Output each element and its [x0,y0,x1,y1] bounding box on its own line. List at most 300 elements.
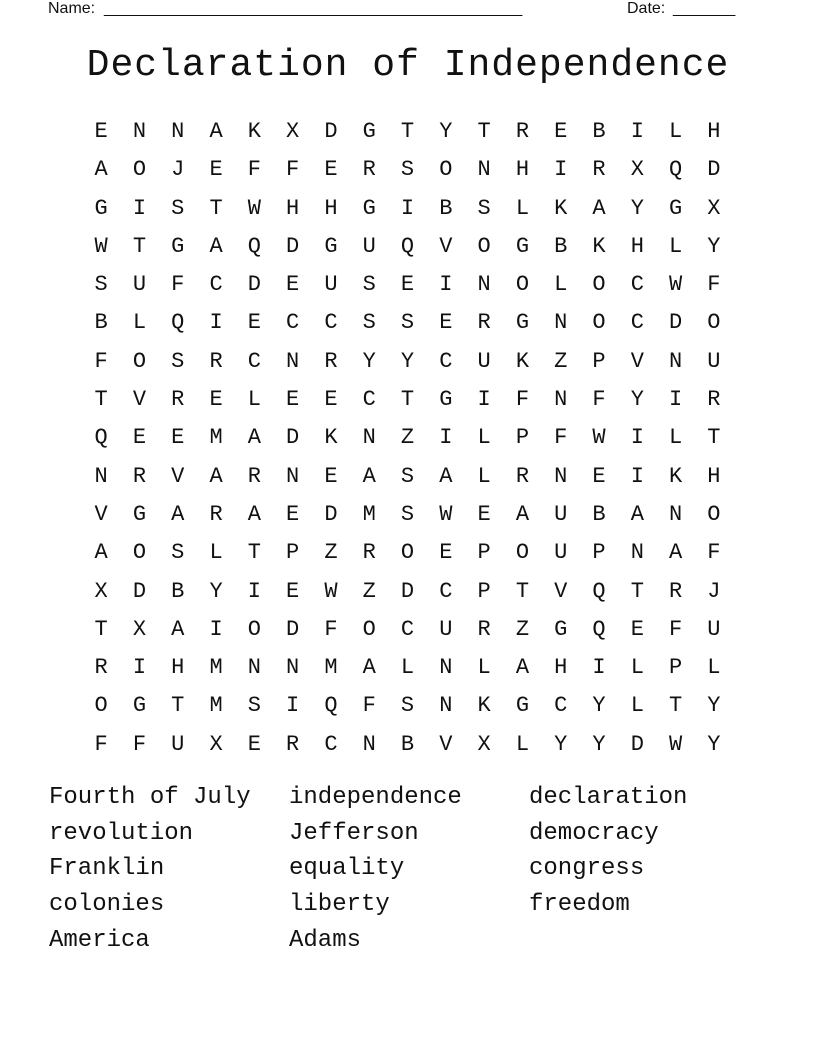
grid-letter: O [592,310,606,336]
grid-letter: R [707,387,721,413]
grid-letter: I [132,655,147,681]
grid-letter: N [439,655,453,681]
grid-letter: M [209,425,223,451]
grid-letter: A [515,501,530,527]
grid-letter: X [132,616,147,642]
grid-letter: E [439,540,453,566]
grid-letter: I [400,195,415,221]
grid-letter: E [592,463,606,489]
grid-letter: A [439,463,453,489]
grid-letter: S [400,501,415,527]
grid-letter: S [477,195,491,221]
grid-letter: E [554,119,568,144]
grid-letter: O [247,616,261,642]
grid-letter: R [592,157,606,183]
grid-letter: N [439,693,453,719]
grid-letter: D [286,233,300,259]
grid-letter: G [515,233,530,259]
grid-letter: R [362,157,376,183]
name-blank-line: _______________________________________________ [104,0,523,17]
word-bank-item: Fourth of July [49,784,251,811]
grid-letter: F [286,157,300,183]
grid-letter: Y [630,195,644,221]
grid-letter: R [247,463,261,489]
grid-letter: D [400,578,415,604]
grid-letter: C [400,616,415,642]
grid-letter: A [209,463,223,489]
grid-letter: E [286,272,300,298]
word-bank-item: democracy [529,819,659,847]
grid-letter: I [554,157,568,183]
grid-letter: I [247,578,261,604]
name-label: Name: [48,0,96,17]
grid-letter: U [171,731,185,757]
grid-letter: F [94,731,108,757]
grid-letter: B [171,578,185,604]
grid-letter: P [477,540,491,566]
grid-letter: K [669,463,683,489]
grid-letter: S [400,310,415,336]
grid-letter: G [94,195,108,221]
grid-letter: C [439,348,453,374]
grid-letter: Y [707,731,721,757]
grid-letter: R [132,463,147,489]
grid-letter: T [171,693,185,719]
grid-letter: N [247,655,261,681]
grid-letter: Y [209,578,223,604]
grid-letter: Q [171,310,185,336]
grid-letter: L [477,425,491,451]
grid-letter: M [209,655,223,681]
grid-letter: X [630,157,644,183]
grid-letter: Q [592,616,606,642]
grid-letter: X [477,731,491,757]
grid-letter: T [515,578,530,604]
grid-letter: C [324,731,338,757]
grid-letter: F [171,272,185,298]
grid-letter: S [400,463,415,489]
grid-letter: M [324,655,338,681]
grid-letter: L [707,655,721,681]
grid-letter: E [286,578,300,604]
grid-letter: Y [439,119,453,144]
grid-letter: G [362,119,376,144]
grid-letter: O [592,272,606,298]
grid-letter: Y [400,348,415,374]
grid-letter: E [247,731,261,757]
grid-letter: A [171,616,185,642]
grid-letter: Q [94,425,108,451]
grid-letter: Y [630,387,644,413]
grid-letter: Y [592,693,606,719]
grid-letter: C [554,693,568,719]
grid-letter: O [707,310,721,336]
grid-letter: O [439,157,453,183]
grid-letter: F [362,693,376,719]
grid-letter: R [477,310,491,336]
grid-letter: D [286,425,300,451]
grid-letter: W [592,425,606,451]
grid-letter: T [209,195,223,221]
grid-letter: P [592,348,606,374]
grid-letter: R [324,348,338,374]
grid-letter: D [669,310,683,336]
grid-letter: H [515,157,530,183]
grid-letter: N [554,463,568,489]
grid-letter: N [554,387,568,413]
grid-letter: O [477,233,491,259]
grid-letter: N [132,119,147,144]
grid-letter: N [286,463,300,489]
grid-letter: I [209,310,223,336]
word-bank-item: colonies [49,891,165,919]
grid-letter: A [630,501,644,527]
grid-letter: O [515,540,530,566]
grid-letter: H [171,655,185,681]
grid-letter: I [630,425,644,451]
grid-letter: G [171,233,185,259]
grid-letter: O [400,540,415,566]
grid-letter: N [94,463,108,489]
grid-letter: C [247,348,261,374]
grid-letter: Y [707,693,721,719]
grid-letter: R [515,463,530,489]
grid-letter: E [286,501,300,527]
grid-letter: E [247,310,261,336]
grid-letter: P [286,540,300,566]
word-bank-item: independence [289,784,462,811]
grid-letter: N [669,501,683,527]
grid-letter: H [707,119,721,144]
grid-letter: N [477,157,491,183]
grid-letter: A [515,655,530,681]
word-bank-item: revolution [49,819,194,847]
grid-letter: S [400,693,415,719]
grid-letter: I [477,387,491,413]
grid-letter: I [209,616,223,642]
word-bank-item: liberty [289,891,390,919]
grid-letter: P [669,655,683,681]
grid-letter: I [592,655,606,681]
grid-letter: Z [400,425,415,451]
grid-letter: A [209,119,223,144]
grid-letter: C [630,272,644,298]
grid-letter: T [477,119,491,144]
grid-letter: K [554,195,568,221]
grid-letter: Z [554,348,568,374]
word-bank-item: congress [529,855,645,883]
grid-letter: Z [324,540,338,566]
grid-letter: Y [592,731,606,757]
grid-letter: W [94,233,108,259]
grid-letter: U [554,540,568,566]
grid-letter: W [324,578,338,604]
grid-letter: F [324,616,338,642]
grid-letter: B [439,195,453,221]
word-bank-item: Jefferson [289,819,419,847]
grid-letter: E [324,157,338,183]
grid-letter: V [439,731,453,757]
grid-letter: O [515,272,530,298]
grid-letter: G [132,501,147,527]
grid-letter: X [707,195,721,221]
grid-letter: G [439,387,453,413]
grid-letter: L [515,731,530,757]
grid-letter: P [477,578,491,604]
grid-letter: N [630,540,644,566]
word-bank-item: declaration [529,784,688,811]
grid-letter: G [669,195,683,221]
grid-letter: A [171,501,185,527]
word-bank-item: America [49,926,150,954]
grid-letter: O [707,501,721,527]
grid-letter: I [132,195,147,221]
date-blank-line: _______ [673,0,736,17]
grid-letter: H [324,195,338,221]
grid-letter: H [554,655,568,681]
grid-letter: A [94,540,108,566]
grid-letter: U [477,348,491,374]
grid-letter: N [362,731,376,757]
grid-letter: T [247,540,261,566]
grid-letter: B [592,119,606,144]
word-bank [49,780,769,958]
grid-letter: E [324,387,338,413]
word-bank-item: freedom [529,891,630,919]
grid-letter: I [439,425,453,451]
grid-letter: W [247,195,261,221]
grid-letter: K [324,425,338,451]
grid-letter: C [362,387,376,413]
grid-letter: P [515,425,530,451]
grid-letter: T [94,387,108,413]
grid-letter: D [324,119,338,144]
grid-letter: R [515,119,530,144]
grid-letter: U [439,616,453,642]
grid-letter: T [400,119,415,144]
grid-letter: C [630,310,644,336]
grid-letter: S [362,310,376,336]
grid-letter: T [400,387,415,413]
grid-letter: X [209,731,223,757]
grid-letter: E [94,119,108,144]
grid-letter: A [592,195,606,221]
grid-letter: N [554,310,568,336]
grid-letter: U [132,272,147,298]
grid-letter: D [132,578,147,604]
grid-letter: P [592,540,606,566]
grid-letter: A [247,425,261,451]
grid-letter: T [630,578,644,604]
grid-letter: H [286,195,300,221]
word-bank-item: Franklin [49,855,165,883]
grid-letter: G [132,693,147,719]
grid-letter: I [286,693,300,719]
grid-letter: N [669,348,683,374]
letter-grid [82,113,733,764]
word-bank-item: Adams [289,926,362,954]
grid-letter: W [439,501,453,527]
grid-letter: E [400,272,415,298]
grid-letter: E [209,387,223,413]
grid-letter: O [132,540,147,566]
grid-letter: U [707,616,721,642]
grid-letter: R [477,616,491,642]
grid-letter: E [132,425,147,451]
grid-letter: L [630,693,644,719]
grid-letter: Q [592,578,606,604]
grid-letter: S [171,195,185,221]
grid-letter: R [209,501,223,527]
grid-letter: B [592,501,606,527]
grid-letter: L [247,387,261,413]
grid-letter: K [477,693,491,719]
grid-letter: E [324,463,338,489]
worksheet-header [48,0,748,20]
grid-letter: C [324,310,338,336]
grid-letter: A [247,501,261,527]
grid-letter: L [515,195,530,221]
grid-letter: F [554,425,568,451]
grid-letter: W [669,731,683,757]
grid-letter: N [362,425,376,451]
grid-letter: R [362,540,376,566]
grid-letter: S [171,540,185,566]
grid-letter: R [286,731,300,757]
grid-letter: Y [362,348,376,374]
grid-letter: X [94,578,108,604]
grid-letter: D [324,501,338,527]
grid-letter: E [286,387,300,413]
grid-letter: I [669,387,683,413]
grid-letter: G [324,233,338,259]
grid-letter: V [132,387,147,413]
grid-letter: L [477,463,491,489]
grid-letter: L [669,425,683,451]
grid-letter: U [707,348,721,374]
grid-letter: F [669,616,683,642]
grid-letter: C [286,310,300,336]
grid-letter: Y [554,731,568,757]
grid-letter: B [554,233,568,259]
grid-letter: Q [669,157,683,183]
grid-letter: Z [515,616,530,642]
grid-letter: L [132,310,147,336]
grid-letter: D [707,157,721,183]
grid-letter: D [247,272,261,298]
grid-letter: L [400,655,415,681]
grid-letter: L [630,655,644,681]
grid-letter: O [132,348,147,374]
grid-letter: I [630,119,644,144]
grid-letter: A [362,463,376,489]
grid-letter: O [94,693,108,719]
grid-letter: O [362,616,376,642]
grid-letter: F [515,387,530,413]
grid-letter: K [247,119,261,144]
grid-letter: J [707,578,721,604]
grid-letter: E [171,425,185,451]
grid-letter: Z [362,578,376,604]
grid-letter: I [630,463,644,489]
grid-letter: X [286,119,300,144]
grid-letter: Q [324,693,338,719]
grid-letter: L [209,540,223,566]
grid-letter: H [630,233,644,259]
grid-letter: O [132,157,147,183]
grid-letter: F [707,272,721,298]
grid-letter: F [707,540,721,566]
grid-letter: H [707,463,721,489]
grid-letter: T [669,693,683,719]
grid-letter: F [247,157,261,183]
grid-letter: A [209,233,223,259]
word-bank-item: equality [289,855,405,883]
grid-letter: S [362,272,376,298]
grid-letter: G [515,310,530,336]
grid-letter: K [515,348,530,374]
grid-letter: U [324,272,338,298]
puzzle-title: Declaration of Independence [86,44,730,87]
grid-letter: N [171,119,185,144]
grid-letter: S [247,693,261,719]
grid-letter: T [94,616,108,642]
grid-letter: E [477,501,491,527]
grid-letter: S [94,272,108,298]
grid-letter: E [209,157,223,183]
grid-letter: L [669,119,683,144]
grid-letter: A [362,655,376,681]
grid-letter: G [554,616,568,642]
grid-letter: L [669,233,683,259]
grid-letter: J [171,157,185,183]
grid-letter: D [286,616,300,642]
date-label: Date: [627,0,666,17]
grid-letter: R [669,578,683,604]
grid-letter: W [669,272,683,298]
grid-letter: C [209,272,223,298]
grid-letter: T [707,425,721,451]
grid-letter: K [592,233,606,259]
grid-letter: N [286,655,300,681]
grid-letter: U [554,501,568,527]
grid-letter: G [362,195,376,221]
grid-letter: C [439,578,453,604]
grid-letter: L [554,272,568,298]
grid-letter: N [286,348,300,374]
grid-letter: E [439,310,453,336]
grid-letter: R [171,387,185,413]
grid-letter: R [209,348,223,374]
grid-letter: Q [247,233,261,259]
grid-letter: V [94,501,108,527]
grid-letter: E [630,616,644,642]
grid-letter: V [171,463,185,489]
grid-letter: A [669,540,683,566]
grid-letter: G [515,693,530,719]
grid-letter: M [362,501,376,527]
grid-letter: M [209,693,223,719]
grid-letter: D [630,731,644,757]
grid-letter: U [362,233,376,259]
grid-letter: R [94,655,108,681]
grid-letter: L [477,655,491,681]
grid-letter: F [592,387,606,413]
grid-letter: A [94,157,108,183]
grid-letter: N [477,272,491,298]
grid-letter: S [400,157,415,183]
grid-letter: T [132,233,147,259]
